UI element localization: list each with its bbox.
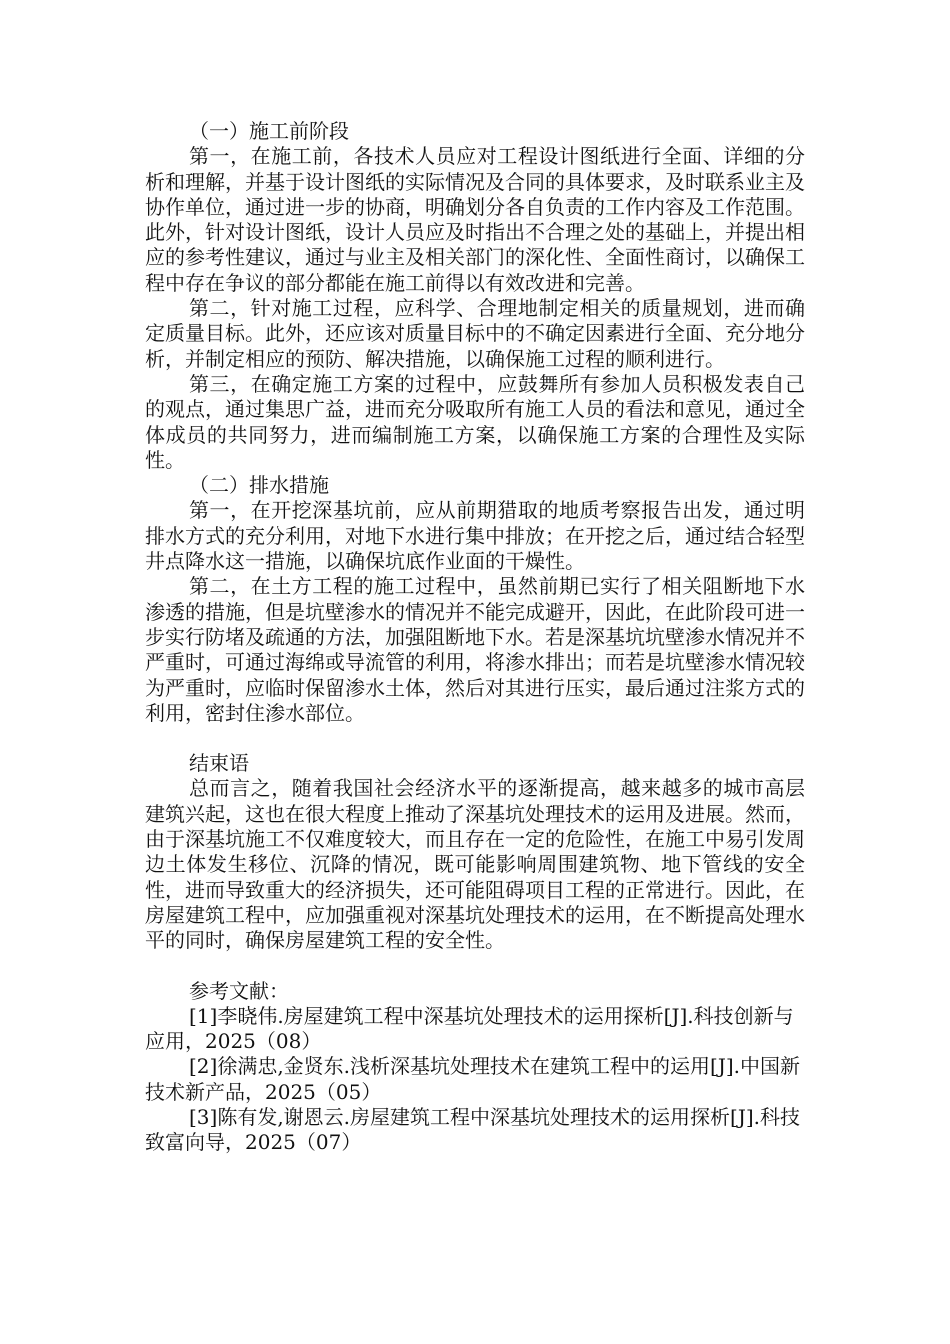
section-heading-drainage: （二）排水措施 [189, 473, 329, 498]
spacer [145, 726, 805, 751]
paragraph: 第二，针对施工过程，应科学、合理地制定相关的质量规划，进而确定质量目标。此外，还应该对质量目标中的不确定因素进行全面、充分地分析，并制定相应的预防、解决措施，以确保施工过程的顺利进行。 [145, 296, 805, 371]
paragraph: 第三，在确定施工方案的过程中，应鼓舞所有参加人员积极发表自己的观点，通过集思广益，进而充分吸取所有施工人员的看法和意见，通过全体成员的共同努力，进而编制施工方案，以确保施工方案的合理性及实际性。 [145, 371, 805, 472]
conclusion-paragraph: 总而言之，随着我国社会经济水平的逐渐提高，越来越多的城市高层建筑兴起，这也在很大程度上推动了深基坑处理技术的运用及进展。然而，由于深基坑施工不仅难度较大，而且存在一定的危险性，在施工中易引发周边土体发生移位、沉降的情况，既可能影响周围建筑物、地下管线的安全性，进而导致重大的经济损失，还可能阻碍项目工程的正常进行。因此，在房屋建筑工程中，应加强重视对深基坑处理技术的运用，在不断提高处理水平的同时，确保房屋建筑工程的安全性。 [145, 776, 805, 953]
reference-item: [2]徐满忠,金贤东.浅析深基坑处理技术在建筑工程中的运用[J].中国新技术新产品，2025（05） [145, 1054, 801, 1104]
paragraph: 第一，在开挖深基坑前，应从前期猎取的地质考察报告出发，通过明排水方式的充分利用，对地下水进行集中排放；在开挖之后，通过结合轻型井点降水这一措施，以确保坑底作业面的干燥性。 [145, 498, 805, 574]
spacer [145, 954, 805, 979]
section-heading-pre-construction: （一）施工前阶段 [189, 119, 349, 143]
reference-item: [3]陈有发,谢恩云.房屋建筑工程中深基坑处理技术的运用探析[J].科技致富向导，2025（07） [145, 1104, 801, 1155]
reference-item: [1]李晓伟.房屋建筑工程中深基坑处理技术的运用探析[J].科技创新与应用，2025（08） [145, 1003, 794, 1054]
paragraph: 第一，在施工前，各技术人员应对工程设计图纸进行全面、详细的分析和理解，并基于设计图纸的实际情况及合同的具体要求，及时联系业主及协作单位，通过进一步的协商，明确划分各自负责的工作内容及工作范围。此外，针对设计图纸，设计人员应及时指出不合理之处的基础上，并提出相应的参考性建议，通过与业主及相关部门的深化性、全面性商讨，以确保工程中存在争议的部分都能在施工前得以有效改进和完善。 [145, 144, 805, 295]
document-page [145, 119, 805, 1156]
paragraph: 第二，在土方工程的施工过程中，虽然前期已实行了相关阻断地下水渗透的措施，但是坑壁渗水的情况并不能完成避开，因此，在此阶段可进一步实行防堵及疏通的方法，加强阻断地下水。若是深基坑坑壁渗水情况并不严重时，可通过海绵或导流管的利用，将渗水排出；而若是坑壁渗水情况较为严重时，应临时保留渗水土体，然后对其进行压实，最后通过注浆方式的利用，密封住渗水部位。 [145, 574, 805, 725]
references-heading: 参考文献： [189, 978, 289, 1003]
conclusion-heading: 结束语 [189, 751, 249, 776]
